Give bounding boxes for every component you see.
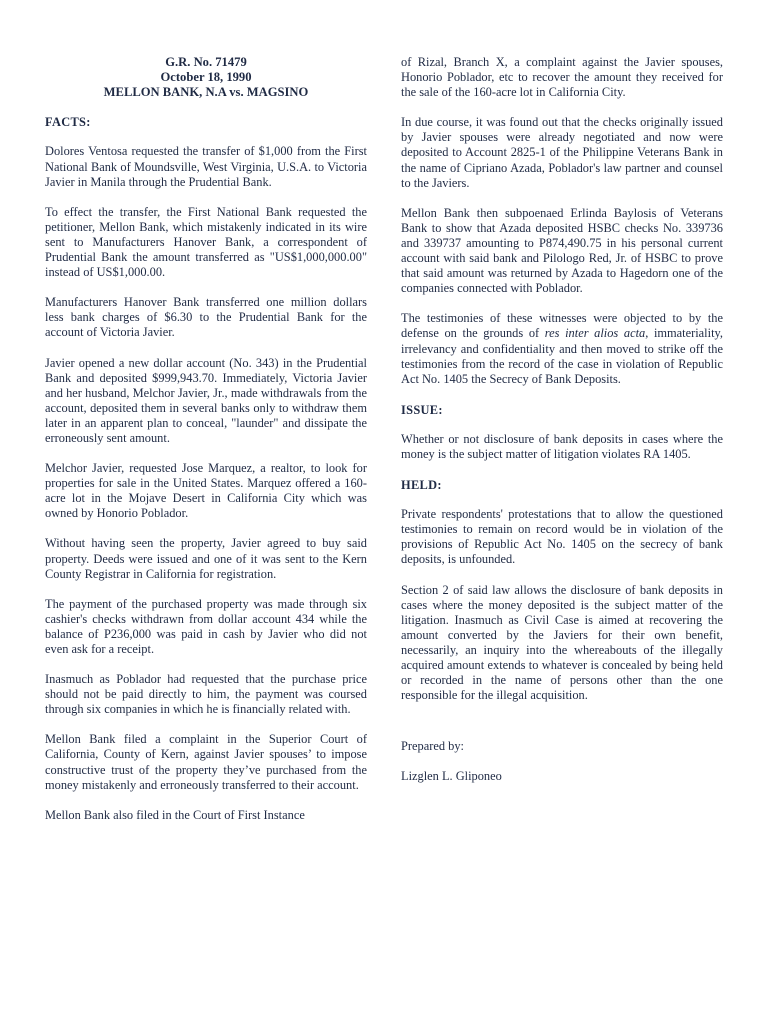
facts-paragraph: Mellon Bank filed a complaint in the Superior Court of California, County of Kern, against Javier spouses’ to impose constructive trust of the property they’ve purchased from the money mistakenly and erroneously transferred to their account. (45, 732, 367, 792)
facts-paragraph-continued: of Rizal, Branch X, a complaint against the Javier spouses, Honorio Poblador, etc to recover the amount they received for the sale of the 160-acre lot in California City. (401, 55, 723, 100)
gr-number: G.R. No. 71479 (165, 55, 247, 69)
facts-paragraph: Without having seen the property, Javier agreed to buy said property. Deeds were issued and one of it was sent to the Kern County Registrar in California for registration. (45, 536, 367, 581)
facts-paragraph: Inasmuch as Poblador had requested that the purchase price should not be paid directly to him, the payment was coursed through six companies in which he is financially related with. (45, 672, 367, 717)
case-header (45, 55, 367, 99)
case-title: MELLON BANK, N.A vs. MAGSINO (103, 84, 309, 99)
held-paragraph: Private respondents' protestations that to allow the questioned testimonies to remain on record would be in violation of the provisions of Republic Act No. 1405 on the secrecy of bank deposits, is unfounded. (401, 507, 723, 567)
facts-paragraph (401, 311, 723, 386)
right-column (401, 55, 723, 799)
held-heading: HELD: (401, 478, 442, 493)
author-name: Lizglen L. Gliponeo (401, 769, 502, 784)
prepared-by-label: Prepared by: (401, 739, 464, 754)
held-paragraph: Section 2 of said law allows the disclosure of bank deposits in cases where the money deposited is the subject matter of the litigation. Inasmuch as Civil Case is aimed at recovering the amount converted by the Javiers for their own benefit, necessarily, an inquiry into the whereabouts of the illegally acquired amount extends to whatever is concealed by being held or recorded in the name of persons other than the one responsible for the illegal acquisition. (401, 582, 723, 703)
issue-paragraph: Whether or not disclosure of bank deposits in cases where the money is the subject matter of litigation violates RA 1405. (401, 431, 723, 461)
facts-paragraph: The payment of the purchased property was made through six cashier's checks withdrawn from dollar account 434 while the balance of P236,000 was paid in cash by Javier who did not even ask for a receipt. (45, 596, 367, 657)
latin-term: res inter alios acta (544, 326, 646, 341)
left-column (45, 55, 367, 838)
facts-paragraph: Melchor Javier, requested Jose Marquez, a realtor, to look for properties for sale in the United States. Marquez offered a 160-acre lot in the Mojave Desert in California City which was owned by Honorio Poblador. (45, 461, 367, 521)
facts-paragraph: To effect the transfer, the First National Bank requested the petitioner, Mellon Bank, which mistakenly indicated in its wire sent to Manufacturers Hanover Bank, a correspondent of Prudential Bank the amount transferred as "US$1,000,000.00" instead of US$1,000.00. (45, 204, 367, 280)
issue-heading: ISSUE: (401, 402, 443, 417)
decision-date: October 18, 1990 (160, 69, 252, 84)
facts-heading: FACTS: (45, 115, 91, 130)
text-run: The testimonies of these witnesses were objected to by the defense on the grounds of (401, 311, 723, 341)
facts-paragraph: Javier opened a new dollar account (No. 343) in the Prudential Bank and deposited $999,943.70. Immediately, Victoria Javier and her husband, Melchor Javier, Jr., made withdrawals from the account, deposited them in several banks only to withdraw them later in an apparent plan to conceal, "launder" and dissipate the erroneously sent amount. (45, 355, 367, 445)
facts-paragraph: Mellon Bank also filed in the Court of First Instance (45, 807, 305, 822)
facts-paragraph: Mellon Bank then subpoenaed Erlinda Baylosis of Veterans Bank to show that Azada deposited HSBC checks No. 339736 and 339737 amounting to P874,490.75 in his personal current account with said bank and Pilologo Red, Jr. of HSBC to prove that said amount was returned by Azada to Hagedorn one of the companies connected with Poblador. (401, 205, 723, 296)
facts-paragraph: Dolores Ventosa requested the transfer of $1,000 from the First National Bank of Moundsville, West Virginia, U.S.A. to Victoria Javier in Manila through the Prudential Bank. (45, 144, 367, 189)
facts-paragraph: Manufacturers Hanover Bank transferred one million dollars less bank charges of $6.30 to the Prudential Bank for the account of Victoria Javier. (45, 295, 367, 340)
text-run: , immateriality, irrelevancy and confidentiality and then moved to strike off the testimonies from the record of the case in violation of Republic Act No. 1405 the Secrecy of Bank Deposits. (401, 326, 723, 386)
facts-paragraph: In due course, it was found out that the checks originally issued by Javier spouses were already negotiated and now were deposited to Account 2825-1 of the Philippine Veterans Bank in the name of Cipriano Azada, Poblador's law partner and counsel to the Javiers. (401, 115, 723, 190)
